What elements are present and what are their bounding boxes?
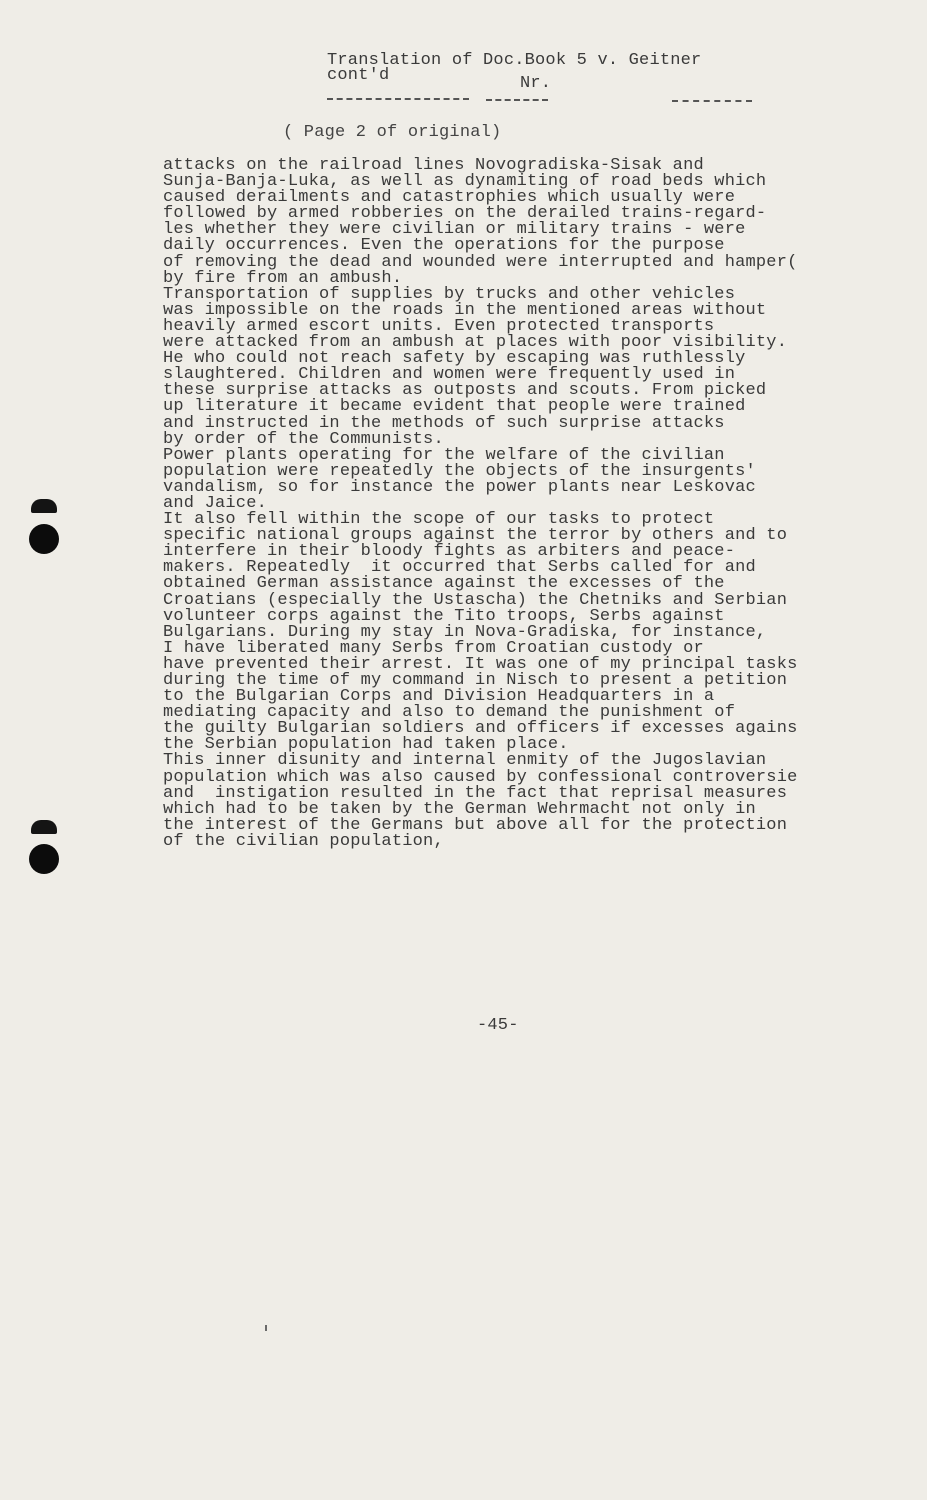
text-line: Croatians (especially the Ustascha) the Chetniks and Serbian [163, 590, 788, 610]
text-line: Sunja-Banja-Luka, as well as dynamiting of road beds which [163, 172, 767, 192]
text-line: specific national groups against the terror by others and to [163, 526, 788, 546]
text-line: vandalism, so for instance the power plants near Leskovac [163, 477, 756, 497]
text-line: Transportation of supplies by trucks and other vehicles [163, 284, 736, 304]
paper-mark [265, 1325, 267, 1331]
document-title: Translation of Doc.Book 5 v. Geitner [327, 51, 702, 70]
text-line: Bulgarians. During my stay in Nova-Gradiska, for instance, [163, 622, 767, 642]
text-line: the Serbian population had taken place. [163, 735, 569, 755]
text-line: interfere in their bloody fights as arbiters and peace- [163, 542, 736, 562]
text-line: were attacked from an ambush at places with poor visibility. [163, 333, 788, 353]
text-line: This inner disunity and internal enmity of the Jugoslavian [163, 751, 767, 771]
text-line: by fire from an ambush. [163, 268, 403, 288]
text-line: up literature it became evident that people were trained [163, 397, 746, 417]
text-line: and instigation resulted in the fact that reprisal measures [163, 783, 788, 803]
text-line: population which was also caused by confessional controversie [163, 767, 798, 787]
body-text [163, 158, 883, 850]
text-line: and instructed in the methods of such surprise attacks [163, 413, 725, 433]
text-line: caused derailments and catastrophies which usually were [163, 188, 736, 208]
text-line: I have liberated many Serbs from Croatian custody or [163, 638, 704, 658]
binder-clip-bottom [31, 820, 57, 834]
text-line: obtained German assistance against the excesses of the [163, 574, 725, 594]
text-line: the interest of the Germans but above all for the protection [163, 815, 788, 835]
text-line: the guilty Bulgarian soldiers and officers if excesses agains [163, 719, 798, 739]
text-line: population were repeatedly the objects of the insurgents' [163, 461, 756, 481]
text-line: have prevented their arrest. It was one of my principal tasks [163, 654, 798, 674]
text-line: daily occurrences. Even the operations for the purpose [163, 236, 725, 256]
text-line: of the civilian population, [163, 831, 444, 851]
text-line: of removing the dead and wounded were interrupted and hamper( [163, 252, 798, 272]
original-page-reference: ( Page 2 of original) [283, 123, 502, 142]
text-line: slaughtered. Children and women were frequently used in [163, 365, 736, 385]
text-line: volunteer corps against the Tito troops, Serbs against [163, 606, 725, 626]
text-line: and Jaice. [163, 493, 268, 513]
text-line: It also fell within the scope of our tasks to protect [163, 510, 715, 530]
punch-hole-top [29, 524, 59, 554]
text-line: les whether they were civilian or military trains - were [163, 220, 746, 240]
header-divider [672, 100, 752, 102]
header-divider [486, 99, 548, 101]
text-line: followed by armed robberies on the derailed trains-regard- [163, 204, 767, 224]
continuation-label: cont'd [327, 66, 390, 85]
text-line: attacks on the railroad lines Novogradiska-Sisak and [163, 156, 704, 175]
text-line: which had to be taken by the German Wehrmacht not only in [163, 799, 756, 819]
number-label: Nr. [520, 74, 552, 93]
text-line: was impossible on the roads in the mentioned areas without [163, 300, 767, 320]
text-line: He who could not reach safety by escaping was ruthlessly [163, 349, 746, 369]
text-line: by order of the Communists. [163, 429, 444, 449]
text-line: mediating capacity and also to demand the punishment of [163, 703, 736, 723]
text-line: during the time of my command in Nisch to present a petition [163, 671, 788, 690]
text-line: heavily armed escort units. Even protected transports [163, 316, 715, 336]
binder-clip-top [31, 499, 57, 513]
punch-hole-bottom [29, 844, 59, 874]
text-line: these surprise attacks as outposts and scouts. From picked [163, 381, 767, 401]
text-line: Power plants operating for the welfare of the civilian [163, 445, 725, 465]
text-line: makers. Repeatedly it occurred that Serbs called for and [163, 558, 756, 578]
header-divider [327, 98, 469, 100]
text-line: to the Bulgarian Corps and Division Headquarters in a [163, 687, 715, 707]
page-number: -45- [477, 1016, 519, 1035]
